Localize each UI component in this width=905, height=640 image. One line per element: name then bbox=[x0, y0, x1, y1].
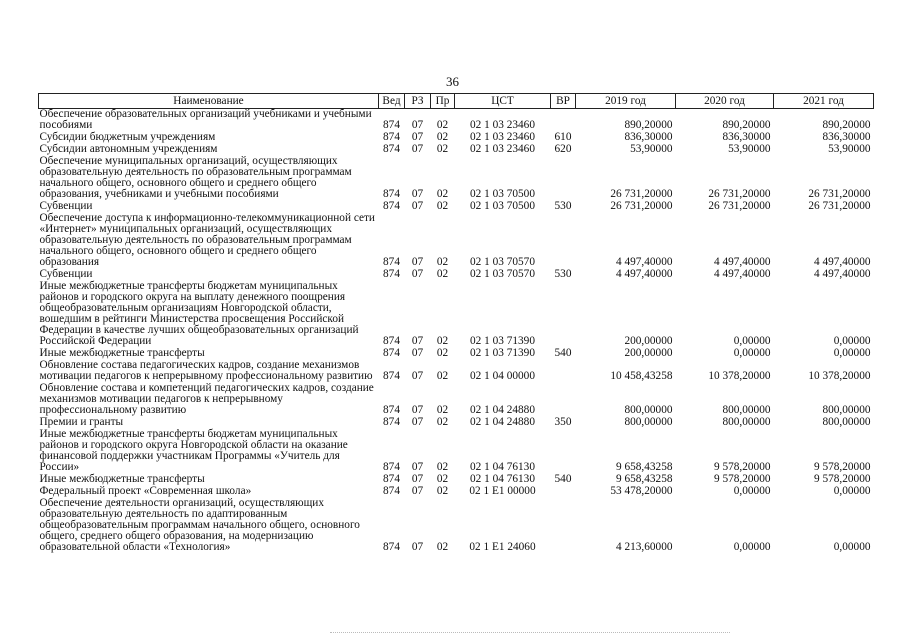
cell-ved: 874 bbox=[383, 347, 400, 359]
cell-cst: 02 1 03 23460 bbox=[470, 143, 535, 155]
header-2019: 2019 год bbox=[576, 94, 676, 109]
cell-y2019: 200,00000 bbox=[624, 335, 673, 347]
cell-y2020: 4 497,40000 bbox=[714, 268, 771, 280]
cell-y2021: 0,00000 bbox=[833, 541, 871, 553]
cell-cst: 02 1 03 70570 bbox=[470, 268, 535, 280]
cell-name: Обеспечение муниципальных организаций, осуществляющих образовательную деятельность по образовательным программам начального общего, основного общего и среднего общего образования, учебниками и учебными пособиями bbox=[39, 155, 352, 200]
cell-y2021: 4 497,40000 bbox=[814, 256, 871, 268]
cell-vr bbox=[551, 486, 576, 498]
cell-pr: 02 bbox=[436, 131, 449, 143]
cell-name: Обеспечение деятельности организаций, осуществляющих образовательную деятельность по адаптированным общеобразовательным программам начального общего, основного общего, среднего общего образования, на модернизацию образовательной области «Технология» bbox=[39, 497, 360, 553]
table-body bbox=[39, 109, 874, 555]
cell-name: Обеспечение образовательных организаций учебниками и учебными пособиями bbox=[39, 108, 372, 131]
cell-vr bbox=[551, 281, 576, 348]
cell-ved: 874 bbox=[383, 461, 400, 473]
cell-vr: 610 bbox=[554, 131, 572, 143]
cell-ved: 874 bbox=[383, 485, 400, 497]
cell-cst: 02 1 03 70500 bbox=[470, 188, 535, 200]
cell-pr: 02 bbox=[436, 143, 449, 155]
cell-pr: 02 bbox=[436, 268, 449, 280]
cell-y2019: 53,90000 bbox=[630, 143, 673, 155]
cell-rz: 07 bbox=[411, 119, 424, 131]
cell-ved: 874 bbox=[383, 268, 400, 280]
cell-y2019: 800,00000 bbox=[624, 416, 673, 428]
table-row bbox=[39, 213, 874, 269]
cell-rz: 07 bbox=[411, 256, 424, 268]
cell-vr: 530 bbox=[554, 200, 572, 212]
cell-vr: 540 bbox=[554, 347, 572, 359]
cell-y2020: 26 731,20000 bbox=[708, 200, 771, 212]
cell-y2019: 836,30000 bbox=[624, 131, 673, 143]
cell-y2019: 4 213,60000 bbox=[616, 541, 673, 553]
table-row bbox=[39, 360, 874, 383]
cell-y2020: 800,00000 bbox=[722, 416, 771, 428]
cell-name: Обновление состава и компетенций педагогических кадров, создание механизмов мотивации педагогов к непрерывному профессиональному развитию bbox=[39, 382, 374, 416]
header-name: Наименование bbox=[39, 94, 379, 109]
cell-y2019: 800,00000 bbox=[624, 404, 673, 416]
cell-y2020: 10 378,20000 bbox=[708, 370, 771, 382]
cell-rz: 07 bbox=[411, 370, 424, 382]
cell-y2021: 26 731,20000 bbox=[808, 200, 871, 212]
cell-ved: 874 bbox=[383, 200, 400, 212]
cell-rz: 07 bbox=[411, 485, 424, 497]
cell-pr: 02 bbox=[436, 473, 449, 485]
cell-pr: 02 bbox=[436, 404, 449, 416]
cell-ved: 874 bbox=[383, 188, 400, 200]
header-rz: РЗ bbox=[405, 94, 431, 109]
cell-pr: 02 bbox=[436, 335, 449, 347]
cell-name: Федеральный проект «Современная школа» bbox=[39, 485, 252, 497]
cell-y2021: 26 731,20000 bbox=[808, 188, 871, 200]
cell-vr bbox=[551, 156, 576, 201]
table-row bbox=[39, 429, 874, 474]
cell-rz: 07 bbox=[411, 200, 424, 212]
cell-y2021: 800,00000 bbox=[822, 404, 871, 416]
cell-y2021: 836,30000 bbox=[822, 131, 871, 143]
cell-rz: 07 bbox=[411, 461, 424, 473]
cell-y2021: 4 497,40000 bbox=[814, 268, 871, 280]
cell-ved: 874 bbox=[383, 473, 400, 485]
cell-y2019: 26 731,20000 bbox=[610, 200, 673, 212]
cell-cst: 02 1 E1 00000 bbox=[469, 485, 536, 497]
cell-cst: 02 1 E1 24060 bbox=[469, 541, 536, 553]
cell-cst: 02 1 03 70570 bbox=[470, 256, 535, 268]
cell-pr: 02 bbox=[436, 461, 449, 473]
cell-y2019: 200,00000 bbox=[624, 347, 673, 359]
cell-y2019: 4 497,40000 bbox=[616, 256, 673, 268]
cell-name: Субсидии автономным учреждениям bbox=[39, 143, 218, 155]
cell-y2021: 10 378,20000 bbox=[808, 370, 871, 382]
cell-y2021: 890,20000 bbox=[822, 119, 871, 131]
cell-cst: 02 1 03 23460 bbox=[470, 119, 535, 131]
cell-ved: 874 bbox=[383, 131, 400, 143]
cell-pr: 02 bbox=[436, 200, 449, 212]
cell-ved: 874 bbox=[383, 370, 400, 382]
cell-name: Иные межбюджетные трансферты bbox=[39, 347, 205, 359]
cell-pr: 02 bbox=[436, 370, 449, 382]
cell-vr bbox=[551, 109, 576, 133]
cell-y2020: 836,30000 bbox=[722, 131, 771, 143]
cell-cst: 02 1 04 00000 bbox=[470, 370, 535, 382]
cell-vr: 620 bbox=[554, 143, 572, 155]
cell-pr: 02 bbox=[436, 188, 449, 200]
cell-rz: 07 bbox=[411, 131, 424, 143]
cell-vr bbox=[551, 498, 576, 554]
cell-vr: 350 bbox=[554, 416, 572, 428]
cell-rz: 07 bbox=[411, 347, 424, 359]
cell-name: Иные межбюджетные трансферты бюджетам муниципальных районов и городского округа Новгородской области на оказание финансовой поддержки участникам Программы «Учитель для России» bbox=[39, 428, 348, 473]
cell-ved: 874 bbox=[383, 143, 400, 155]
cell-pr: 02 bbox=[436, 416, 449, 428]
cell-ved: 874 bbox=[383, 404, 400, 416]
cell-name: Субсидии бюджетным учреждениям bbox=[39, 131, 216, 143]
cell-y2019: 4 497,40000 bbox=[616, 268, 673, 280]
table-row bbox=[39, 109, 874, 133]
cell-y2021: 9 578,20000 bbox=[814, 461, 871, 473]
cell-y2020: 0,00000 bbox=[733, 541, 771, 553]
cell-y2019: 9 658,43258 bbox=[616, 473, 673, 485]
cell-vr bbox=[551, 383, 576, 417]
cell-cst: 02 1 03 23460 bbox=[470, 131, 535, 143]
cell-pr: 02 bbox=[436, 541, 449, 553]
table-header-row bbox=[39, 94, 874, 109]
cell-rz: 07 bbox=[411, 268, 424, 280]
cell-y2020: 9 578,20000 bbox=[714, 473, 771, 485]
cell-rz: 07 bbox=[411, 416, 424, 428]
header-cst: ЦСТ bbox=[455, 94, 551, 109]
cell-cst: 02 1 03 71390 bbox=[470, 347, 535, 359]
cell-y2019: 53 478,20000 bbox=[610, 485, 673, 497]
cell-y2020: 26 731,20000 bbox=[708, 188, 771, 200]
cell-y2021: 9 578,20000 bbox=[814, 473, 871, 485]
cell-cst: 02 1 04 24880 bbox=[470, 416, 535, 428]
cell-y2020: 53,90000 bbox=[728, 143, 771, 155]
table-row bbox=[39, 281, 874, 348]
cell-y2021: 53,90000 bbox=[828, 143, 871, 155]
header-2020: 2020 год bbox=[676, 94, 774, 109]
cell-name: Премии и гранты bbox=[39, 416, 124, 428]
cell-vr bbox=[551, 213, 576, 269]
cell-y2020: 0,00000 bbox=[733, 485, 771, 497]
cell-y2020: 9 578,20000 bbox=[714, 461, 771, 473]
cell-y2021: 0,00000 bbox=[833, 335, 871, 347]
cell-y2020: 890,20000 bbox=[722, 119, 771, 131]
cell-name: Иные межбюджетные трансферты бюджетам муниципальных районов и городского округа на выплату денежного поощрения общеобразовательным организациям Новгородской области, вошедшим в рейтинги Министерства просвещения Российской Федерации в качестве лучших общеобразовательных организаций Российской Федерации bbox=[39, 280, 359, 347]
cell-rz: 07 bbox=[411, 404, 424, 416]
cell-cst: 02 1 03 71390 bbox=[470, 335, 535, 347]
cell-cst: 02 1 04 76130 bbox=[470, 461, 535, 473]
cell-y2020: 800,00000 bbox=[722, 404, 771, 416]
cell-y2020: 0,00000 bbox=[733, 347, 771, 359]
cell-y2021: 0,00000 bbox=[833, 347, 871, 359]
budget-table bbox=[38, 93, 874, 554]
cell-y2021: 0,00000 bbox=[833, 485, 871, 497]
cell-rz: 07 bbox=[411, 473, 424, 485]
cell-rz: 07 bbox=[411, 541, 424, 553]
cell-ved: 874 bbox=[383, 119, 400, 131]
cell-vr bbox=[551, 360, 576, 383]
cell-y2019: 9 658,43258 bbox=[616, 461, 673, 473]
header-pr: Пр bbox=[431, 94, 455, 109]
cell-y2021: 800,00000 bbox=[822, 416, 871, 428]
cell-rz: 07 bbox=[411, 188, 424, 200]
cell-pr: 02 bbox=[436, 119, 449, 131]
cell-ved: 874 bbox=[383, 335, 400, 347]
cell-ved: 874 bbox=[383, 541, 400, 553]
header-vr: ВР bbox=[551, 94, 576, 109]
cell-y2019: 10 458,43258 bbox=[610, 370, 673, 382]
cell-y2019: 890,20000 bbox=[624, 119, 673, 131]
cell-y2020: 4 497,40000 bbox=[714, 256, 771, 268]
cell-name: Обеспечение доступа к информационно-телекоммуникационной сети «Интернет» муниципальных организаций, осуществляющих образовательную деятельность по образовательным программам начального общего, основного общего и среднего общего образования bbox=[39, 212, 375, 268]
cell-y2019: 26 731,20000 bbox=[610, 188, 673, 200]
header-2021: 2021 год bbox=[774, 94, 874, 109]
cell-vr: 530 bbox=[554, 268, 572, 280]
cell-name: Субвенции bbox=[39, 200, 93, 212]
table-row bbox=[39, 156, 874, 201]
cell-cst: 02 1 04 24880 bbox=[470, 404, 535, 416]
cell-rz: 07 bbox=[411, 143, 424, 155]
cell-name: Обновление состава педагогических кадров, создание механизмов мотивации педагогов к непрерывному профессиональному развитию bbox=[39, 359, 373, 382]
cell-name: Субвенции bbox=[39, 268, 93, 280]
cell-rz: 07 bbox=[411, 335, 424, 347]
cell-cst: 02 1 04 76130 bbox=[470, 473, 535, 485]
cell-ved: 874 bbox=[383, 416, 400, 428]
table-row bbox=[39, 498, 874, 554]
header-ved: Вед bbox=[379, 94, 405, 109]
cell-pr: 02 bbox=[436, 347, 449, 359]
cell-name: Иные межбюджетные трансферты bbox=[39, 473, 205, 485]
cell-pr: 02 bbox=[436, 485, 449, 497]
scan-artifact bbox=[330, 632, 730, 636]
cell-vr: 540 bbox=[554, 473, 572, 485]
page-number: 36 bbox=[446, 74, 459, 89]
cell-pr: 02 bbox=[436, 256, 449, 268]
cell-ved: 874 bbox=[383, 256, 400, 268]
table-row bbox=[39, 383, 874, 417]
cell-vr bbox=[551, 429, 576, 474]
cell-y2020: 0,00000 bbox=[733, 335, 771, 347]
cell-cst: 02 1 03 70500 bbox=[470, 200, 535, 212]
